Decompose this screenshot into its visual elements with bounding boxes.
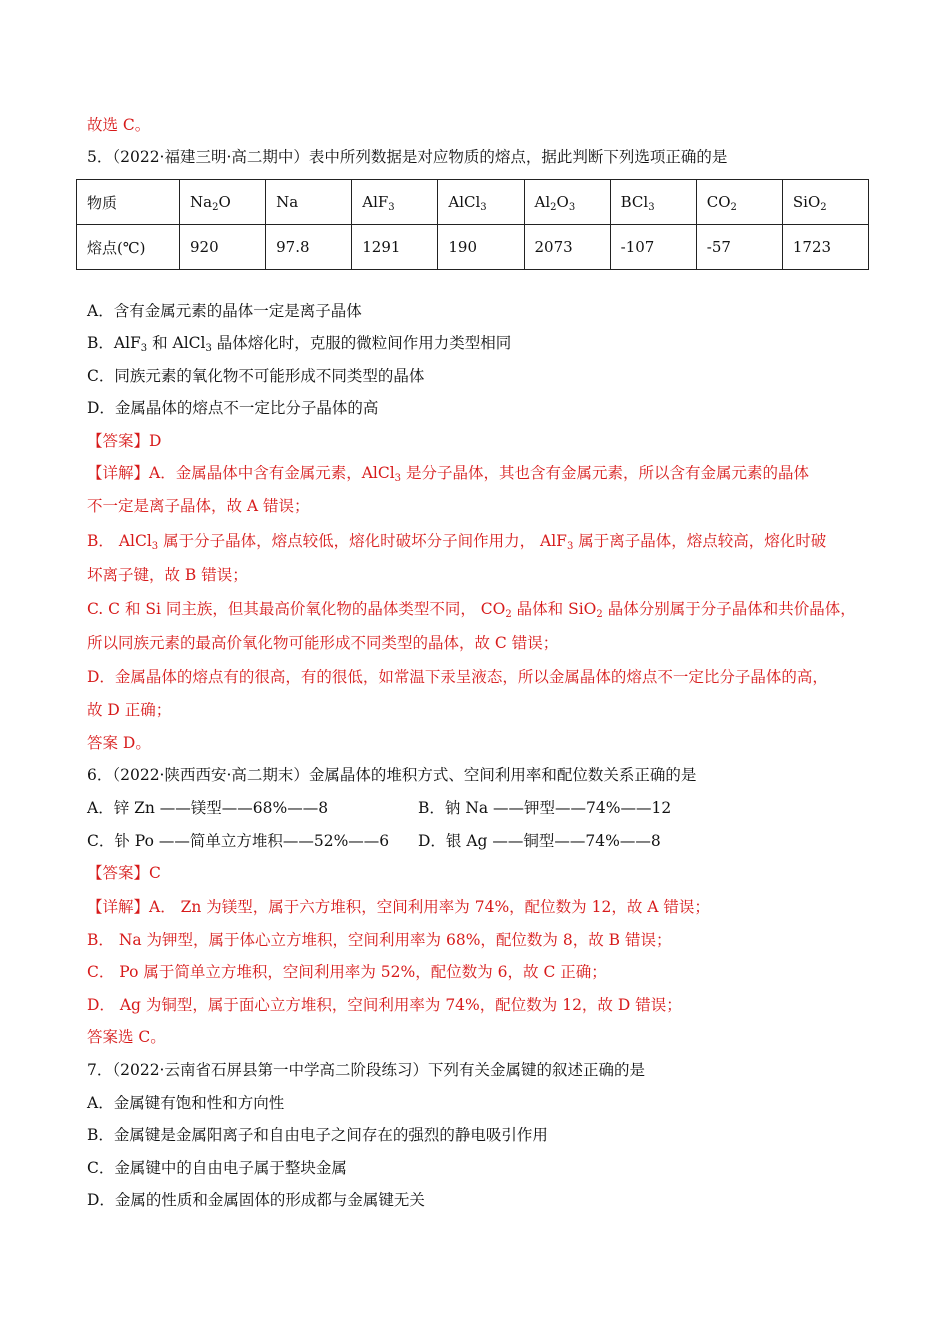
q6-answer: 【答案】C (87, 864, 161, 882)
q5-option-a: A．含有金属元素的晶体一定是离子晶体 (87, 302, 362, 320)
q6-explanation-c: C． Po 属于简单立方堆积，空间利用率为 52%，配位数为 6，故 C 正确； (87, 963, 607, 981)
melting-point-cell: 2073 (524, 225, 610, 270)
q7-option-a: A．金属键有饱和性和方向性 (87, 1094, 285, 1112)
q5-explanation-c-cont: 所以同族元素的最高价氧化物可能形成不同类型的晶体，故 C 错误； (87, 634, 559, 652)
q6-explanation-d: D． Ag 为铜型，属于面心立方堆积，空间利用率为 74%，配位数为 12，故 D 错误； (87, 996, 682, 1014)
substance-cell: $Na_2O$ (180, 180, 266, 225)
q6-option-c: C．钋 Po ——简单立方堆积——52%——6 (87, 832, 390, 850)
q7-option-d: D．金属的性质和金属固体的形成都与金属键无关 (87, 1191, 425, 1209)
q6-option-d: D．银 Ag ——铜型——74%——8 (418, 832, 661, 850)
q5-explanation-d-cont: 故 D 正确； (87, 701, 172, 719)
row-label-substance: 物质 (77, 180, 180, 225)
q6-option-b: B．钠 Na ——钾型——74%——12 (418, 799, 672, 817)
q5-explanation-a-cont: 不一定是离子晶体，故 A 错误； (87, 497, 310, 515)
q7-stem: 7．（2022·云南省石屏县第一中学高二阶段练习）下列有关金属键的叙述正确的是 (87, 1061, 645, 1079)
q5-explanation-b: B． AlCl$_3$ 属于分子晶体，熔点较低，熔化时破坏分子间作用力， AlF$_3$ 属于离子晶体，熔点较高，熔化时破 (87, 532, 827, 552)
substance-cell: Na (266, 180, 352, 225)
q5-explanation-a: 【详解】A．金属晶体中含有金属元素，AlCl$_3$ 是分子晶体，其也含有金属元素，所以含有金属元素的晶体 (87, 464, 809, 484)
q7-option-b: B．金属键是金属阳离子和自由电子之间存在的强烈的静电吸引作用 (87, 1126, 548, 1144)
q6-stem: 6．（2022·陕西西安·高二期末）金属晶体的堆积方式、空间利用率和配位数关系正确的是 (87, 766, 697, 784)
substance-cell: BCl$_3$ (610, 180, 696, 225)
substance-cell: AlF$_3$ (352, 180, 438, 225)
q6-explanation-a: 【详解】A． Zn 为镁型，属于六方堆积，空间利用率为 74%，配位数为 12，故 A 错误； (87, 898, 710, 916)
melting-point-cell: 920 (180, 225, 266, 270)
melting-point-cell: 1291 (352, 225, 438, 270)
q5-option-c: C．同族元素的氧化物不可能形成不同类型的晶体 (87, 367, 425, 385)
q5-option-b: B．AlF$_3$ 和 AlCl$_3$ 晶体熔化时，克服的微粒间作用力类型相同 (87, 334, 512, 354)
table-row-melting-point (77, 225, 869, 270)
q6-final-answer: 答案选 C。 (87, 1028, 166, 1046)
melting-point-table (76, 179, 869, 270)
q5-explanation-b-cont: 坏离子键，故 B 错误； (87, 566, 248, 584)
substance-cell: $Al_2O_3$ (524, 180, 610, 225)
substance-cell: AlCl$_3$ (438, 180, 524, 225)
q5-final-answer: 答案 D。 (87, 734, 151, 752)
q6-explanation-b: B． Na 为钾型，属于体心立方堆积，空间利用率为 68%，配位数为 8，故 B 错误； (87, 931, 672, 949)
melting-point-cell: 97.8 (266, 225, 352, 270)
q5-option-d: D．金属晶体的熔点不一定比分子晶体的高 (87, 399, 379, 417)
q5-explanation-d: D．金属晶体的熔点有的很高，有的很低，如常温下汞呈液态，所以金属晶体的熔点不一定比分子晶体的高， (87, 668, 828, 686)
previous-answer: 故选 C。 (87, 116, 151, 134)
table-row-substance (77, 180, 869, 225)
row-label-melting-point: 熔点(℃) (77, 225, 180, 270)
melting-point-cell: -57 (696, 225, 782, 270)
substance-cell: $CO_2$ (696, 180, 782, 225)
q5-stem: 5．（2022·福建三明·高二期中）表中所列数据是对应物质的熔点，据此判断下列选项正确的是 (87, 148, 728, 166)
q5-answer: 【答案】D (87, 432, 162, 450)
q6-option-a: A．锌 Zn ——镁型——68%——8 (87, 799, 329, 817)
substance-cell: SiO$_2$ (782, 180, 868, 225)
q5-explanation-c: C. C 和 Si 同主族，但其最高价氧化物的晶体类型不同， $CO_2$ 晶体和 SiO$_2$ 晶体分别属于分子晶体和共价晶体， (87, 600, 856, 620)
melting-point-cell: 1723 (782, 225, 868, 270)
q7-option-c: C．金属键中的自由电子属于整块金属 (87, 1159, 347, 1177)
melting-point-cell: -107 (610, 225, 696, 270)
melting-point-cell: 190 (438, 225, 524, 270)
